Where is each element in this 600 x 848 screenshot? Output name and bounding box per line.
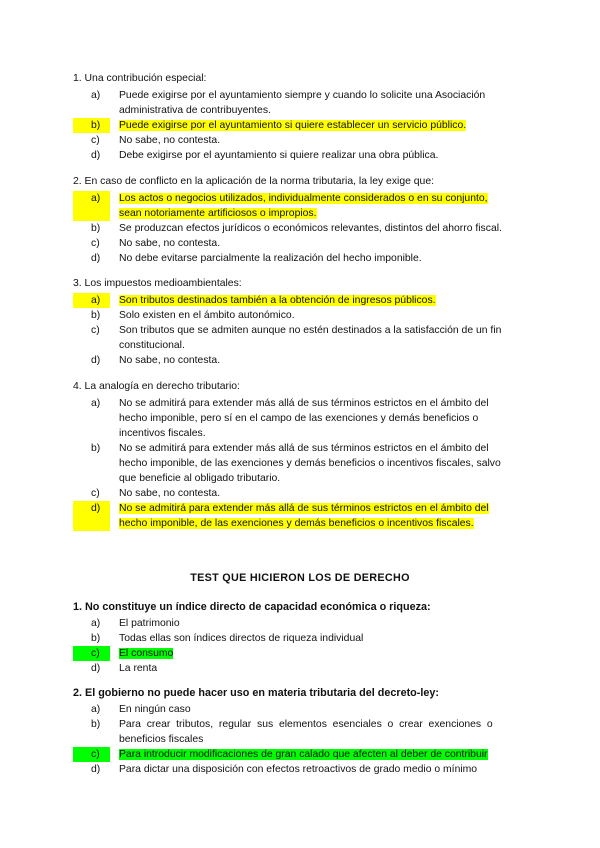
option-line: El patrimonio <box>119 618 180 629</box>
option-line: Se produzcan efectos jurídicos o económicos relevantes, distintos del ahorro fiscal. <box>119 223 502 234</box>
option-b <box>73 631 533 646</box>
option-line: incentivos fiscales. <box>119 428 206 439</box>
option-line: hecho imponible, de las exenciones y demás beneficios o incentivos fiscales, salvo <box>119 458 501 469</box>
option-a <box>73 293 533 308</box>
option-line: que beneficie al obligado tributario. <box>119 473 281 484</box>
option-line: No se admitirá para extender más allá de sus términos estrictos en el ámbito del <box>119 503 489 514</box>
option-letter: c) <box>73 646 110 661</box>
option-b <box>73 441 533 486</box>
option-a <box>73 616 533 631</box>
option-d <box>73 251 533 266</box>
option-line: Para introducir modificaciones de gran calado que afecten al deber de contribuir <box>119 749 488 760</box>
option-line: Para crear tributos, regular sus elementos esenciales o crear exenciones o <box>119 719 493 730</box>
option-line: sean notoriamente artificiosos o impropios. <box>119 208 317 219</box>
question-title: 1. No constituye un índice directo de capacidad económica o riqueza: <box>73 601 431 613</box>
law-question-2 <box>73 686 535 777</box>
option-line: Son tributos que se admiten aunque no estén destinados a la satisfacción de un fin <box>119 325 502 336</box>
option-letter: a) <box>73 191 110 221</box>
option-line: El consumo <box>119 648 174 659</box>
option-letter: a) <box>91 398 101 409</box>
option-line: Puede exigirse por el ayuntamiento si quiere establecer un servicio público. <box>119 120 467 131</box>
option-line: En ningún caso <box>119 704 191 715</box>
option-c <box>73 486 533 501</box>
section-title: TEST QUE HICIERON LOS DE DERECHO <box>190 572 410 584</box>
option-letter: a) <box>91 90 101 101</box>
law-question-1 <box>73 600 533 676</box>
option-line: Los actos o negocios utilizados, individualmente considerados o en su conjunto, <box>119 193 488 204</box>
option-c <box>73 646 533 661</box>
option-letter: a) <box>91 704 101 715</box>
option-letter: d) <box>91 253 101 264</box>
option-d <box>73 148 533 163</box>
option-c <box>73 236 533 251</box>
option-b <box>73 118 533 133</box>
option-c <box>73 133 533 148</box>
option-line: hecho imponible, pero sí en el campo de las exenciones y demás beneficios o <box>119 413 479 424</box>
question-3 <box>73 277 533 368</box>
option-b <box>73 717 535 747</box>
option-letter: d) <box>91 150 101 161</box>
option-letter: b) <box>91 443 101 454</box>
option-line: beneficios fiscales <box>119 734 204 745</box>
option-line: Todas ellas son índices directos de riqueza individual <box>119 633 364 644</box>
option-line: hecho imponible, de las exenciones y demás beneficios o incentivos fiscales. <box>119 518 474 529</box>
option-a <box>73 702 535 717</box>
question-1 <box>73 72 533 163</box>
option-line: No sabe, no contesta. <box>119 488 221 499</box>
option-line: No sabe, no contesta. <box>119 355 221 366</box>
option-line: No se admitirá para extender más allá de sus términos estrictos en el ámbito del <box>119 443 489 454</box>
question-title: 1. Una contribución especial: <box>73 73 207 84</box>
option-line: Para dictar una disposición con efectos retroactivos de grado medio o mínimo <box>119 764 478 775</box>
option-a <box>73 191 533 221</box>
option-b <box>73 308 533 323</box>
option-letter: a) <box>91 618 101 629</box>
question-title: 2. En caso de conflicto en la aplicación de la norma tributaria, la ley exige que: <box>73 176 434 187</box>
option-letter: d) <box>91 663 101 674</box>
option-d <box>73 762 535 777</box>
option-a <box>73 396 533 441</box>
question-2 <box>73 175 533 266</box>
option-line: constitucional. <box>119 340 185 351</box>
question-title: 4. La analogía en derecho tributario: <box>73 381 240 392</box>
option-b <box>73 221 533 236</box>
option-a <box>73 88 533 118</box>
option-line: No sabe, no contesta. <box>119 238 221 249</box>
question-title: 2. El gobierno no puede hacer uso en materia tributaria del decreto-ley: <box>73 687 439 699</box>
option-letter: c) <box>91 325 100 336</box>
question-title: 3. Los impuestos medioambientales: <box>73 278 242 289</box>
option-line: Debe exigirse por el ayuntamiento si quiere realizar una obra pública. <box>119 150 439 161</box>
option-line: No debe evitarse parcialmente la realización del hecho imponible. <box>119 253 422 264</box>
option-letter: d) <box>91 355 101 366</box>
option-letter: c) <box>91 238 100 249</box>
option-line: No se admitirá para extender más allá de sus términos estrictos en el ámbito del <box>119 398 489 409</box>
option-letter: c) <box>91 135 100 146</box>
option-letter: b) <box>91 310 101 321</box>
option-line: Puede exigirse por el ayuntamiento siempre y cuando lo solicite una Asociación <box>119 90 486 101</box>
option-c <box>73 323 533 353</box>
option-letter: b) <box>73 118 110 133</box>
option-letter: d) <box>91 764 101 775</box>
option-line: No sabe, no contesta. <box>119 135 221 146</box>
option-letter: a) <box>73 293 110 308</box>
option-letter: b) <box>91 633 101 644</box>
option-line: Son tributos destinados también a la obtención de ingresos públicos. <box>119 295 436 306</box>
option-d <box>73 353 533 368</box>
option-line: Solo existen en el ámbito autonómico. <box>119 310 295 321</box>
option-line: La renta <box>119 663 158 674</box>
option-letter: c) <box>91 488 100 499</box>
option-letter: b) <box>91 223 101 234</box>
option-c <box>73 747 535 762</box>
option-d <box>73 501 533 531</box>
option-letter: b) <box>91 719 101 730</box>
option-letter: d) <box>73 501 110 531</box>
question-4 <box>73 380 533 531</box>
option-line: administrativa de contribuyentes. <box>119 105 271 116</box>
option-letter: c) <box>73 747 110 762</box>
option-d <box>73 661 533 676</box>
